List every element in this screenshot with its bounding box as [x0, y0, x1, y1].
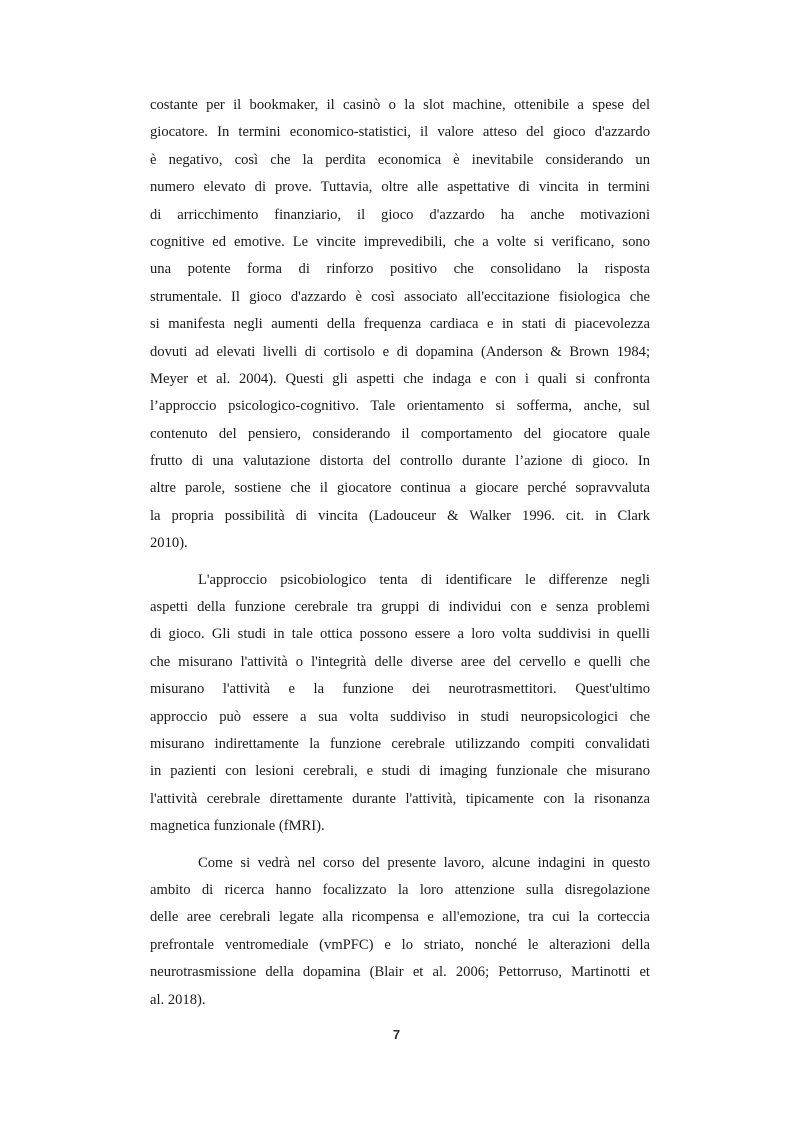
text-line: prefrontale ventromediale (vmPFC) e lo striato, nonché le alterazioni della — [150, 936, 650, 953]
text-line: Meyer et al. 2004). Questi gli aspetti che indaga e con i quali si confronta — [150, 370, 650, 387]
text-line: di gioco. Gli studi in tale ottica possono essere a loro volta suddivisi in quelli — [150, 626, 650, 643]
paragraph-1 — [150, 92, 650, 558]
page-number: 7 — [392, 1027, 401, 1042]
text-line: di arricchimento finanziario, il gioco d'azzardo ha anche motivazioni — [150, 206, 650, 223]
text-line: aspetti della funzione cerebrale tra gruppi di individui con e senza problemi — [150, 599, 650, 616]
text-line: neurotrasmissione della dopamina (Blair et al. 2006; Pettorruso, Martinotti et — [150, 964, 650, 981]
text-line: la propria possibilità di vincita (Ladouceur & Walker 1996. cit. in Clark — [150, 507, 650, 524]
text-line: l'attività cerebrale direttamente durante l'attività, tipicamente con la risonanza — [150, 790, 650, 807]
text-line: è negativo, così che la perdita economica è inevitabile considerando un — [150, 151, 650, 168]
text-line: Come si vedrà nel corso del presente lavoro, alcune indagini in questo — [198, 854, 650, 871]
text-line: ambito di ricerca hanno focalizzato la loro attenzione sulla disregolazione — [150, 881, 650, 898]
text-line: approccio può essere a sua volta suddiviso in studi neuropsicologici che — [150, 708, 650, 725]
text-line: una potente forma di rinforzo positivo che consolidano la risposta — [150, 261, 650, 278]
text-line: che misurano l'attività o l'integrità delle diverse aree del cervello e quelli che — [150, 653, 650, 670]
text-line: 2010). — [150, 535, 188, 552]
text-line: giocatore. In termini economico-statistici, il valore atteso del gioco d'azzardo — [150, 124, 650, 141]
paragraph-2 — [150, 567, 650, 841]
body-text — [150, 92, 650, 1014]
text-line: dovuti ad elevati livelli di cortisolo e di dopamina (Anderson & Brown 1984; — [150, 343, 650, 360]
text-line: frutto di una valutazione distorta del controllo durante l’azione di gioco. In — [150, 453, 650, 470]
text-line: altre parole, sostiene che il giocatore continua a giocare perché sopravvaluta — [150, 480, 650, 497]
paragraph-spacer — [150, 558, 650, 567]
text-line: al. 2018). — [150, 991, 206, 1008]
text-line: numero elevato di prove. Tuttavia, oltre alle aspettative di vincita in termini — [150, 179, 650, 196]
text-line: delle aree cerebrali legate alla ricompensa e all'emozione, tra cui la corteccia — [150, 909, 650, 926]
text-line: magnetica funzionale (fMRI). — [150, 818, 325, 835]
text-line: L'approccio psicobiologico tenta di identificare le differenze negli — [198, 571, 650, 588]
text-line: contenuto del pensiero, considerando il comportamento del giocatore quale — [150, 425, 650, 442]
text-line: si manifesta negli aumenti della frequenza cardiaca e in stati di piacevolezza — [150, 316, 650, 333]
text-line: misurano l'attività e la funzione dei neurotrasmettitori. Quest'ultimo — [150, 681, 650, 698]
paragraph-spacer — [150, 841, 650, 850]
text-line: in pazienti con lesioni cerebrali, e studi di imaging funzionale che misurano — [150, 763, 650, 780]
text-line: cognitive ed emotive. Le vincite imprevedibili, che a volte si verificano, sono — [150, 233, 650, 250]
text-line: strumentale. Il gioco d'azzardo è così associato all'eccitazione fisiologica che — [150, 288, 650, 305]
paragraph-3 — [150, 850, 650, 1014]
text-line: l’approccio psicologico-cognitivo. Tale orientamento si sofferma, anche, sul — [150, 398, 650, 415]
text-line: misurano indirettamente la funzione cerebrale utilizzando compiti convalidati — [150, 735, 650, 752]
text-line: costante per il bookmaker, il casinò o la slot machine, ottenibile a spese del — [150, 97, 650, 113]
